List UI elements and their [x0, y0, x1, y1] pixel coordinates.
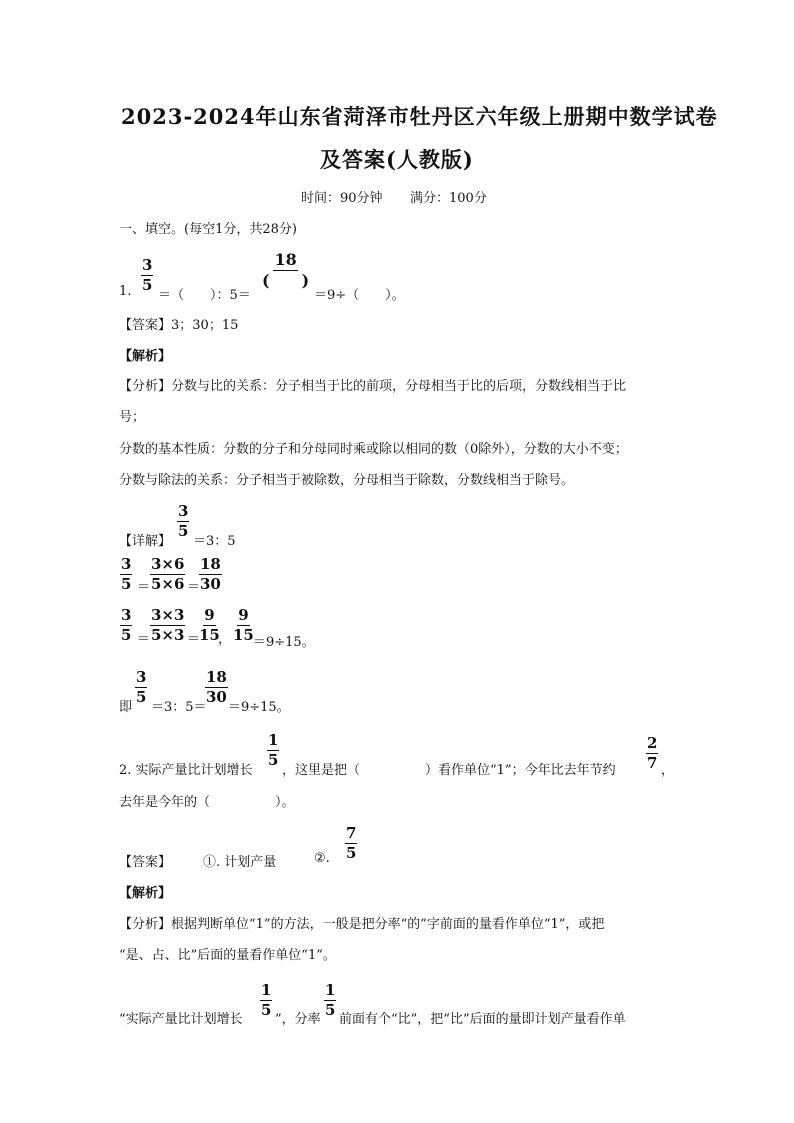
fraction-3x6-5x6: $\frac{3\times 6}{5\times 6}$ [151, 555, 185, 593]
q1-analysis-1b: 号； [119, 410, 146, 425]
fraction-3-5: $\frac{3}{5}$ [121, 606, 132, 644]
fraction-2-7: $\frac{2}{7}$ [647, 734, 658, 772]
fraction-18-blank: 18 ( ) [262, 250, 310, 290]
q1-jiexi-label: 【解析】 [119, 349, 172, 364]
q2-analysis-1: 【分析】根据判断单位“1”的方法，一般是把分率“的”字前面的量看作单位“1”，或把 [119, 917, 605, 932]
fraction-1-5: $\frac{1}{5}$ [325, 981, 336, 1019]
q2-answer-label: 【答案】 [119, 855, 172, 870]
exam-score: 满分：100分 [410, 191, 487, 206]
q1-ji-equation-2: ＝9÷15。 [228, 700, 290, 715]
q1-analysis-3: 分数与除法的关系：分子相当于被除数，分母相当于除数，分数线相当于除号。 [119, 473, 575, 488]
q2-line2: 去年是今年的（ ）。 [119, 795, 295, 810]
fraction-7-5: $\frac{7}{5}$ [346, 824, 357, 862]
comma: ， [218, 632, 232, 647]
q1-div-equation: ＝9÷15。 [253, 635, 315, 650]
fraction-3x3-5x3: $\frac{3\times 3}{5\times 3}$ [151, 606, 185, 644]
q1-equation-part1: ＝（ ）：5＝ [158, 288, 251, 303]
q1-equation-part2: ＝9÷（ ）。 [314, 288, 405, 303]
q1-ji: 即 [119, 700, 133, 715]
fraction-1-5: $\frac{1}{5}$ [268, 731, 279, 769]
fraction-9-15: $\frac{9}{15}$ [199, 606, 220, 644]
fraction-18-30: $\frac{18}{30}$ [200, 555, 221, 593]
q2-text-start: 2. 实际产量比计划增长 [119, 763, 253, 778]
q2-last-a: “实际产量比计划增长 [119, 1012, 243, 1027]
q2-last-c: 前面有个“比”，把“比”后面的量即计划产量看作单 [339, 1012, 626, 1027]
q2-answer-1: ①. 计划产量 [203, 855, 277, 870]
q1-analysis-2: 分数的基本性质：分数的分子和分母同时乘或除以相同的数（0除外），分数的大小不变； [119, 442, 628, 457]
fraction-3-5: $\frac{3}{5}$ [136, 668, 147, 706]
equals-sign: ＝ [187, 632, 201, 647]
equals-sign: ＝ [187, 580, 201, 595]
fraction-1-5: $\frac{1}{5}$ [261, 981, 272, 1019]
page-title: 2023-2024年山东省菏泽市牡丹区六年级上册期中数学试卷 [121, 104, 718, 129]
fraction-9-15: $\frac{9}{15}$ [233, 606, 254, 644]
equals-sign: ＝ [137, 632, 151, 647]
q2-jiexi-label: 【解析】 [119, 886, 172, 901]
section-heading: 一、填空。(每空1分，共28分) [119, 222, 297, 237]
q1-answer: 【答案】3；30；15 [119, 318, 239, 333]
q2-last-b: ”，分率 [275, 1012, 321, 1027]
q1-detail-equation: ＝3：5 [193, 534, 236, 549]
q2-text-middle: ，这里是把（ ）看作单位“1”；今年比去年节约 [282, 763, 616, 778]
page-subtitle: 及答案(人教版) [320, 147, 474, 172]
exam-time: 时间：90分钟 [301, 191, 383, 206]
fraction-3-5: $\frac{3}{5}$ [142, 256, 153, 294]
q1-number: 1. [119, 284, 132, 299]
q2-answer-2: ②. [314, 851, 330, 866]
q2-text-end: ， [661, 763, 675, 778]
q2-analysis-2: “是、占、比”后面的量看作单位“1”。 [119, 948, 336, 963]
fraction-18-30: $\frac{18}{30}$ [206, 668, 227, 706]
equals-sign: ＝ [137, 580, 151, 595]
q1-ji-equation-1: ＝3：5＝ [151, 700, 207, 715]
fraction-3-5: $\frac{3}{5}$ [121, 555, 132, 593]
q1-analysis-1: 【分析】分数与比的关系：分子相当于比的前项，分母相当于比的后项，分数线相当于比 [119, 379, 627, 394]
fraction-3-5: $\frac{3}{5}$ [178, 502, 189, 540]
q1-detail-label: 【详解】 [119, 534, 172, 549]
